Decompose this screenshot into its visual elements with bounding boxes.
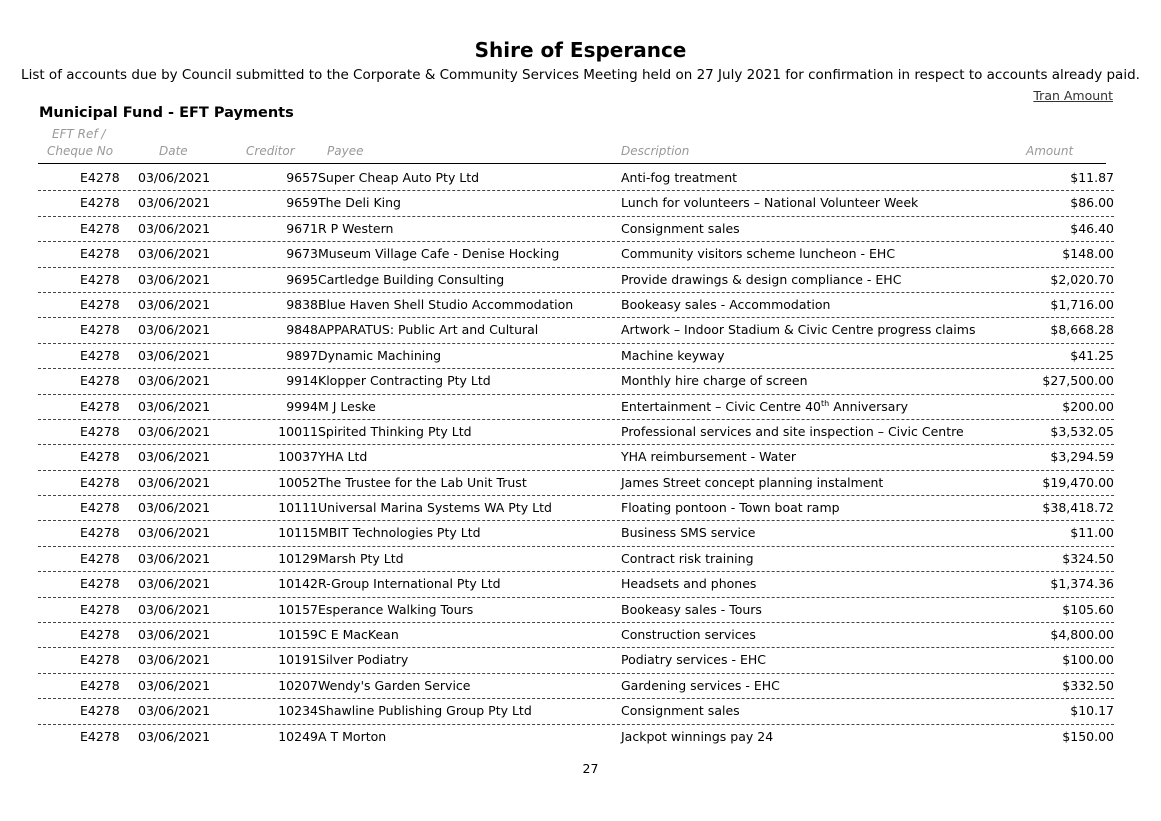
cell-ref: E4278 <box>80 500 120 516</box>
cell-description: Anti-fog treatment <box>621 170 738 185</box>
cell-payee: Museum Village Cafe - Denise Hocking <box>318 246 560 262</box>
table-row <box>38 496 1114 521</box>
cell-creditor: 10207 <box>278 677 318 693</box>
cell-creditor: 9897 <box>286 347 318 363</box>
cell-creditor: 10052 <box>278 474 318 490</box>
cell-payee: Cartledge Building Consulting <box>318 271 505 287</box>
table-row <box>38 293 1114 318</box>
cell-creditor: 9657 <box>286 170 318 185</box>
cell-amount: $100.00 <box>1062 652 1114 668</box>
cell-ref: E4278 <box>80 220 120 236</box>
table-row <box>38 395 1114 420</box>
cell-payee: Blue Haven Shell Studio Accommodation <box>318 296 574 312</box>
cell-ref: E4278 <box>80 271 120 287</box>
cell-creditor: 10157 <box>278 601 318 617</box>
cell-creditor: 10037 <box>278 449 318 465</box>
cell-amount: $1,716.00 <box>1050 296 1114 312</box>
cell-date: 03/06/2021 <box>138 398 211 414</box>
cell-date: 03/06/2021 <box>138 322 211 338</box>
cell-amount: $148.00 <box>1062 246 1114 262</box>
cell-creditor: 10142 <box>278 576 318 592</box>
cell-description <box>621 399 908 414</box>
cell-date: 03/06/2021 <box>138 576 211 592</box>
cell-ref: E4278 <box>80 322 120 338</box>
cell-ref: E4278 <box>80 525 120 541</box>
cell-creditor: 10159 <box>278 627 318 643</box>
cell-description: Monthly hire charge of screen <box>621 373 808 389</box>
cell-creditor: 10115 <box>278 525 318 541</box>
cell-description: Business SMS service <box>621 525 756 541</box>
cell-date: 03/06/2021 <box>138 246 211 262</box>
cell-creditor: 9914 <box>286 373 318 389</box>
col-header-ref-line1: EFT Ref / <box>52 127 106 141</box>
cell-creditor: 9659 <box>286 195 318 211</box>
cell-payee: Esperance Walking Tours <box>318 601 474 617</box>
table-row <box>38 648 1114 673</box>
cell-description-text: Entertainment – Civic Centre 40 <box>621 398 821 414</box>
table-row <box>38 521 1114 546</box>
cell-date: 03/06/2021 <box>138 449 211 465</box>
cell-amount: $150.00 <box>1062 728 1114 744</box>
cell-description-tail: Anniversary <box>829 398 908 414</box>
cell-ref: E4278 <box>80 347 120 363</box>
col-header-ref-line2: Cheque No <box>47 144 114 158</box>
col-header-date: Date <box>159 144 188 158</box>
cell-description: Lunch for volunteers – National Volunteer Week <box>621 195 919 211</box>
cell-date: 03/06/2021 <box>138 271 211 287</box>
cell-date: 03/06/2021 <box>138 220 211 236</box>
cell-ref: E4278 <box>80 423 120 439</box>
cell-date: 03/06/2021 <box>138 550 211 566</box>
cell-payee: The Trustee for the Lab Unit Trust <box>318 474 527 490</box>
cell-date: 03/06/2021 <box>138 373 211 389</box>
cell-payee: APPARATUS: Public Art and Cultural <box>318 322 539 338</box>
cell-payee: The Deli King <box>318 195 401 211</box>
table-row <box>38 572 1114 597</box>
cell-amount: $324.50 <box>1062 550 1114 566</box>
cell-ref: E4278 <box>80 246 120 262</box>
cell-ref: E4278 <box>80 398 120 414</box>
col-header-amount: Amount <box>1026 144 1074 158</box>
cell-creditor: 9838 <box>286 296 318 312</box>
cell-creditor: 9673 <box>286 246 318 262</box>
cell-creditor: 10129 <box>278 550 318 566</box>
table-row <box>38 344 1114 369</box>
table-row <box>38 166 1114 191</box>
table-row <box>38 674 1114 699</box>
cell-payee: R-Group International Pty Ltd <box>318 576 501 592</box>
page-number: 27 <box>582 761 599 776</box>
cell-amount: $27,500.00 <box>1042 373 1114 389</box>
table-row <box>38 699 1114 724</box>
cell-ref: E4278 <box>80 677 120 693</box>
table-row <box>38 420 1114 445</box>
cell-ref: E4278 <box>80 728 120 744</box>
cell-ref: E4278 <box>80 296 120 312</box>
table-row <box>38 191 1114 216</box>
cell-amount: $8,668.28 <box>1050 322 1114 338</box>
cell-date: 03/06/2021 <box>138 728 211 744</box>
cell-description: Professional services and site inspection – Civic Centre <box>621 423 964 439</box>
cell-payee: R P Western <box>318 220 394 236</box>
cell-description: Consignment sales <box>621 220 740 236</box>
col-header-payee: Payee <box>327 144 364 158</box>
table-row <box>38 725 1114 750</box>
cell-description: Bookeasy sales - Tours <box>621 601 762 617</box>
cell-ref: E4278 <box>80 627 120 643</box>
cell-description: Bookeasy sales - Accommodation <box>621 296 831 312</box>
cell-ref: E4278 <box>80 373 120 389</box>
cell-payee: Klopper Contracting Pty Ltd <box>318 373 491 389</box>
cell-description: Contract risk training <box>621 550 754 566</box>
cell-date: 03/06/2021 <box>138 423 211 439</box>
cell-description: James Street concept planning instalment <box>621 474 884 490</box>
table-row <box>38 547 1114 572</box>
cell-date: 03/06/2021 <box>138 525 211 541</box>
table-row <box>38 598 1114 623</box>
cell-payee: MBIT Technologies Pty Ltd <box>318 525 481 541</box>
cell-amount: $11.00 <box>1070 525 1114 541</box>
cell-amount: $46.40 <box>1070 220 1114 236</box>
cell-payee: Silver Podiatry <box>318 652 409 668</box>
col-header-creditor: Creditor <box>246 144 295 158</box>
cell-ref: E4278 <box>80 449 120 465</box>
cell-creditor: 10191 <box>278 652 318 668</box>
table-row <box>38 242 1114 267</box>
cell-description: Floating pontoon - Town boat ramp <box>621 500 840 516</box>
cell-ref: E4278 <box>80 576 120 592</box>
cell-payee: Shawline Publishing Group Pty Ltd <box>318 703 532 719</box>
cell-ref: E4278 <box>80 601 120 617</box>
cell-payee: Spirited Thinking Pty Ltd <box>318 423 472 439</box>
table-row <box>38 217 1114 242</box>
cell-amount: $200.00 <box>1062 398 1114 414</box>
cell-date: 03/06/2021 <box>138 347 211 363</box>
cell-payee: M J Leske <box>318 398 376 414</box>
cell-amount: $105.60 <box>1062 601 1114 617</box>
cell-date: 03/06/2021 <box>138 500 211 516</box>
cell-date: 03/06/2021 <box>138 677 211 693</box>
table-row <box>38 268 1114 293</box>
page-subtitle: List of accounts due by Council submitted to the Corporate & Community Services Meeting held on 27 July 2021 for confirmation in respect to accounts already paid. <box>21 67 1140 83</box>
tran-amount-label: Tran Amount <box>1033 88 1113 103</box>
cell-description: Jackpot winnings pay 24 <box>621 728 774 744</box>
cell-amount: $3,294.59 <box>1050 449 1114 465</box>
cell-amount: $11.87 <box>1070 170 1114 185</box>
cell-description-superscript: th <box>821 398 830 408</box>
cell-amount: $3,532.05 <box>1050 423 1114 439</box>
cell-ref: E4278 <box>80 170 120 185</box>
cell-payee: C E MacKean <box>318 627 399 643</box>
cell-description: Consignment sales <box>621 703 740 719</box>
cell-creditor: 9994 <box>286 398 318 414</box>
table-row <box>38 471 1114 496</box>
col-header-description: Description <box>621 144 690 158</box>
section-heading: Municipal Fund - EFT Payments <box>39 105 294 121</box>
cell-date: 03/06/2021 <box>138 627 211 643</box>
page-title: Shire of Esperance <box>474 38 687 62</box>
cell-description: Provide drawings & design compliance - EHC <box>621 271 902 287</box>
cell-creditor: 10234 <box>278 703 318 719</box>
cell-creditor: 9848 <box>286 322 318 338</box>
cell-ref: E4278 <box>80 652 120 668</box>
cell-description: YHA reimbursement - Water <box>621 449 797 465</box>
cell-date: 03/06/2021 <box>138 296 211 312</box>
cell-description: Gardening services - EHC <box>621 677 780 693</box>
cell-amount: $19,470.00 <box>1042 474 1114 490</box>
cell-ref: E4278 <box>80 474 120 490</box>
table-row <box>38 318 1114 343</box>
cell-description: Community visitors scheme luncheon - EHC <box>621 246 896 262</box>
cell-payee: YHA Ltd <box>318 449 368 465</box>
cell-date: 03/06/2021 <box>138 474 211 490</box>
cell-amount: $2,020.70 <box>1050 271 1114 287</box>
cell-payee: Dynamic Machining <box>318 347 442 363</box>
cell-description: Construction services <box>621 627 756 643</box>
cell-creditor: 9695 <box>286 271 318 287</box>
cell-creditor: 10249 <box>278 728 318 744</box>
cell-date: 03/06/2021 <box>138 601 211 617</box>
table-row <box>38 623 1114 648</box>
cell-creditor: 10111 <box>278 500 318 516</box>
cell-creditor: 10011 <box>278 423 318 439</box>
cell-creditor: 9671 <box>286 220 318 236</box>
cell-amount: $332.50 <box>1062 677 1114 693</box>
cell-amount: $1,374.36 <box>1050 576 1114 592</box>
cell-amount: $38,418.72 <box>1042 500 1114 516</box>
cell-description: Machine keyway <box>621 347 725 363</box>
cell-payee: Wendy's Garden Service <box>318 677 471 693</box>
table-row <box>38 445 1114 470</box>
cell-date: 03/06/2021 <box>138 195 211 211</box>
cell-description: Podiatry services - EHC <box>621 652 766 668</box>
cell-amount: $86.00 <box>1070 195 1114 211</box>
cell-payee: Universal Marina Systems WA Pty Ltd <box>318 500 552 516</box>
payments-table <box>38 166 1114 750</box>
cell-amount: $4,800.00 <box>1050 627 1114 643</box>
cell-ref: E4278 <box>80 703 120 719</box>
cell-ref: E4278 <box>80 550 120 566</box>
cell-description: Headsets and phones <box>621 576 757 592</box>
cell-date: 03/06/2021 <box>138 703 211 719</box>
cell-amount: $41.25 <box>1070 347 1114 363</box>
cell-ref: E4278 <box>80 195 120 211</box>
cell-date: 03/06/2021 <box>138 170 211 185</box>
cell-description: Artwork – Indoor Stadium & Civic Centre progress claims <box>621 322 976 338</box>
header-rule <box>38 163 1106 164</box>
cell-amount: $10.17 <box>1070 703 1114 719</box>
cell-payee: A T Morton <box>318 728 387 744</box>
cell-date: 03/06/2021 <box>138 652 211 668</box>
cell-payee: Marsh Pty Ltd <box>318 550 404 566</box>
table-row <box>38 369 1114 394</box>
cell-payee: Super Cheap Auto Pty Ltd <box>318 170 480 185</box>
